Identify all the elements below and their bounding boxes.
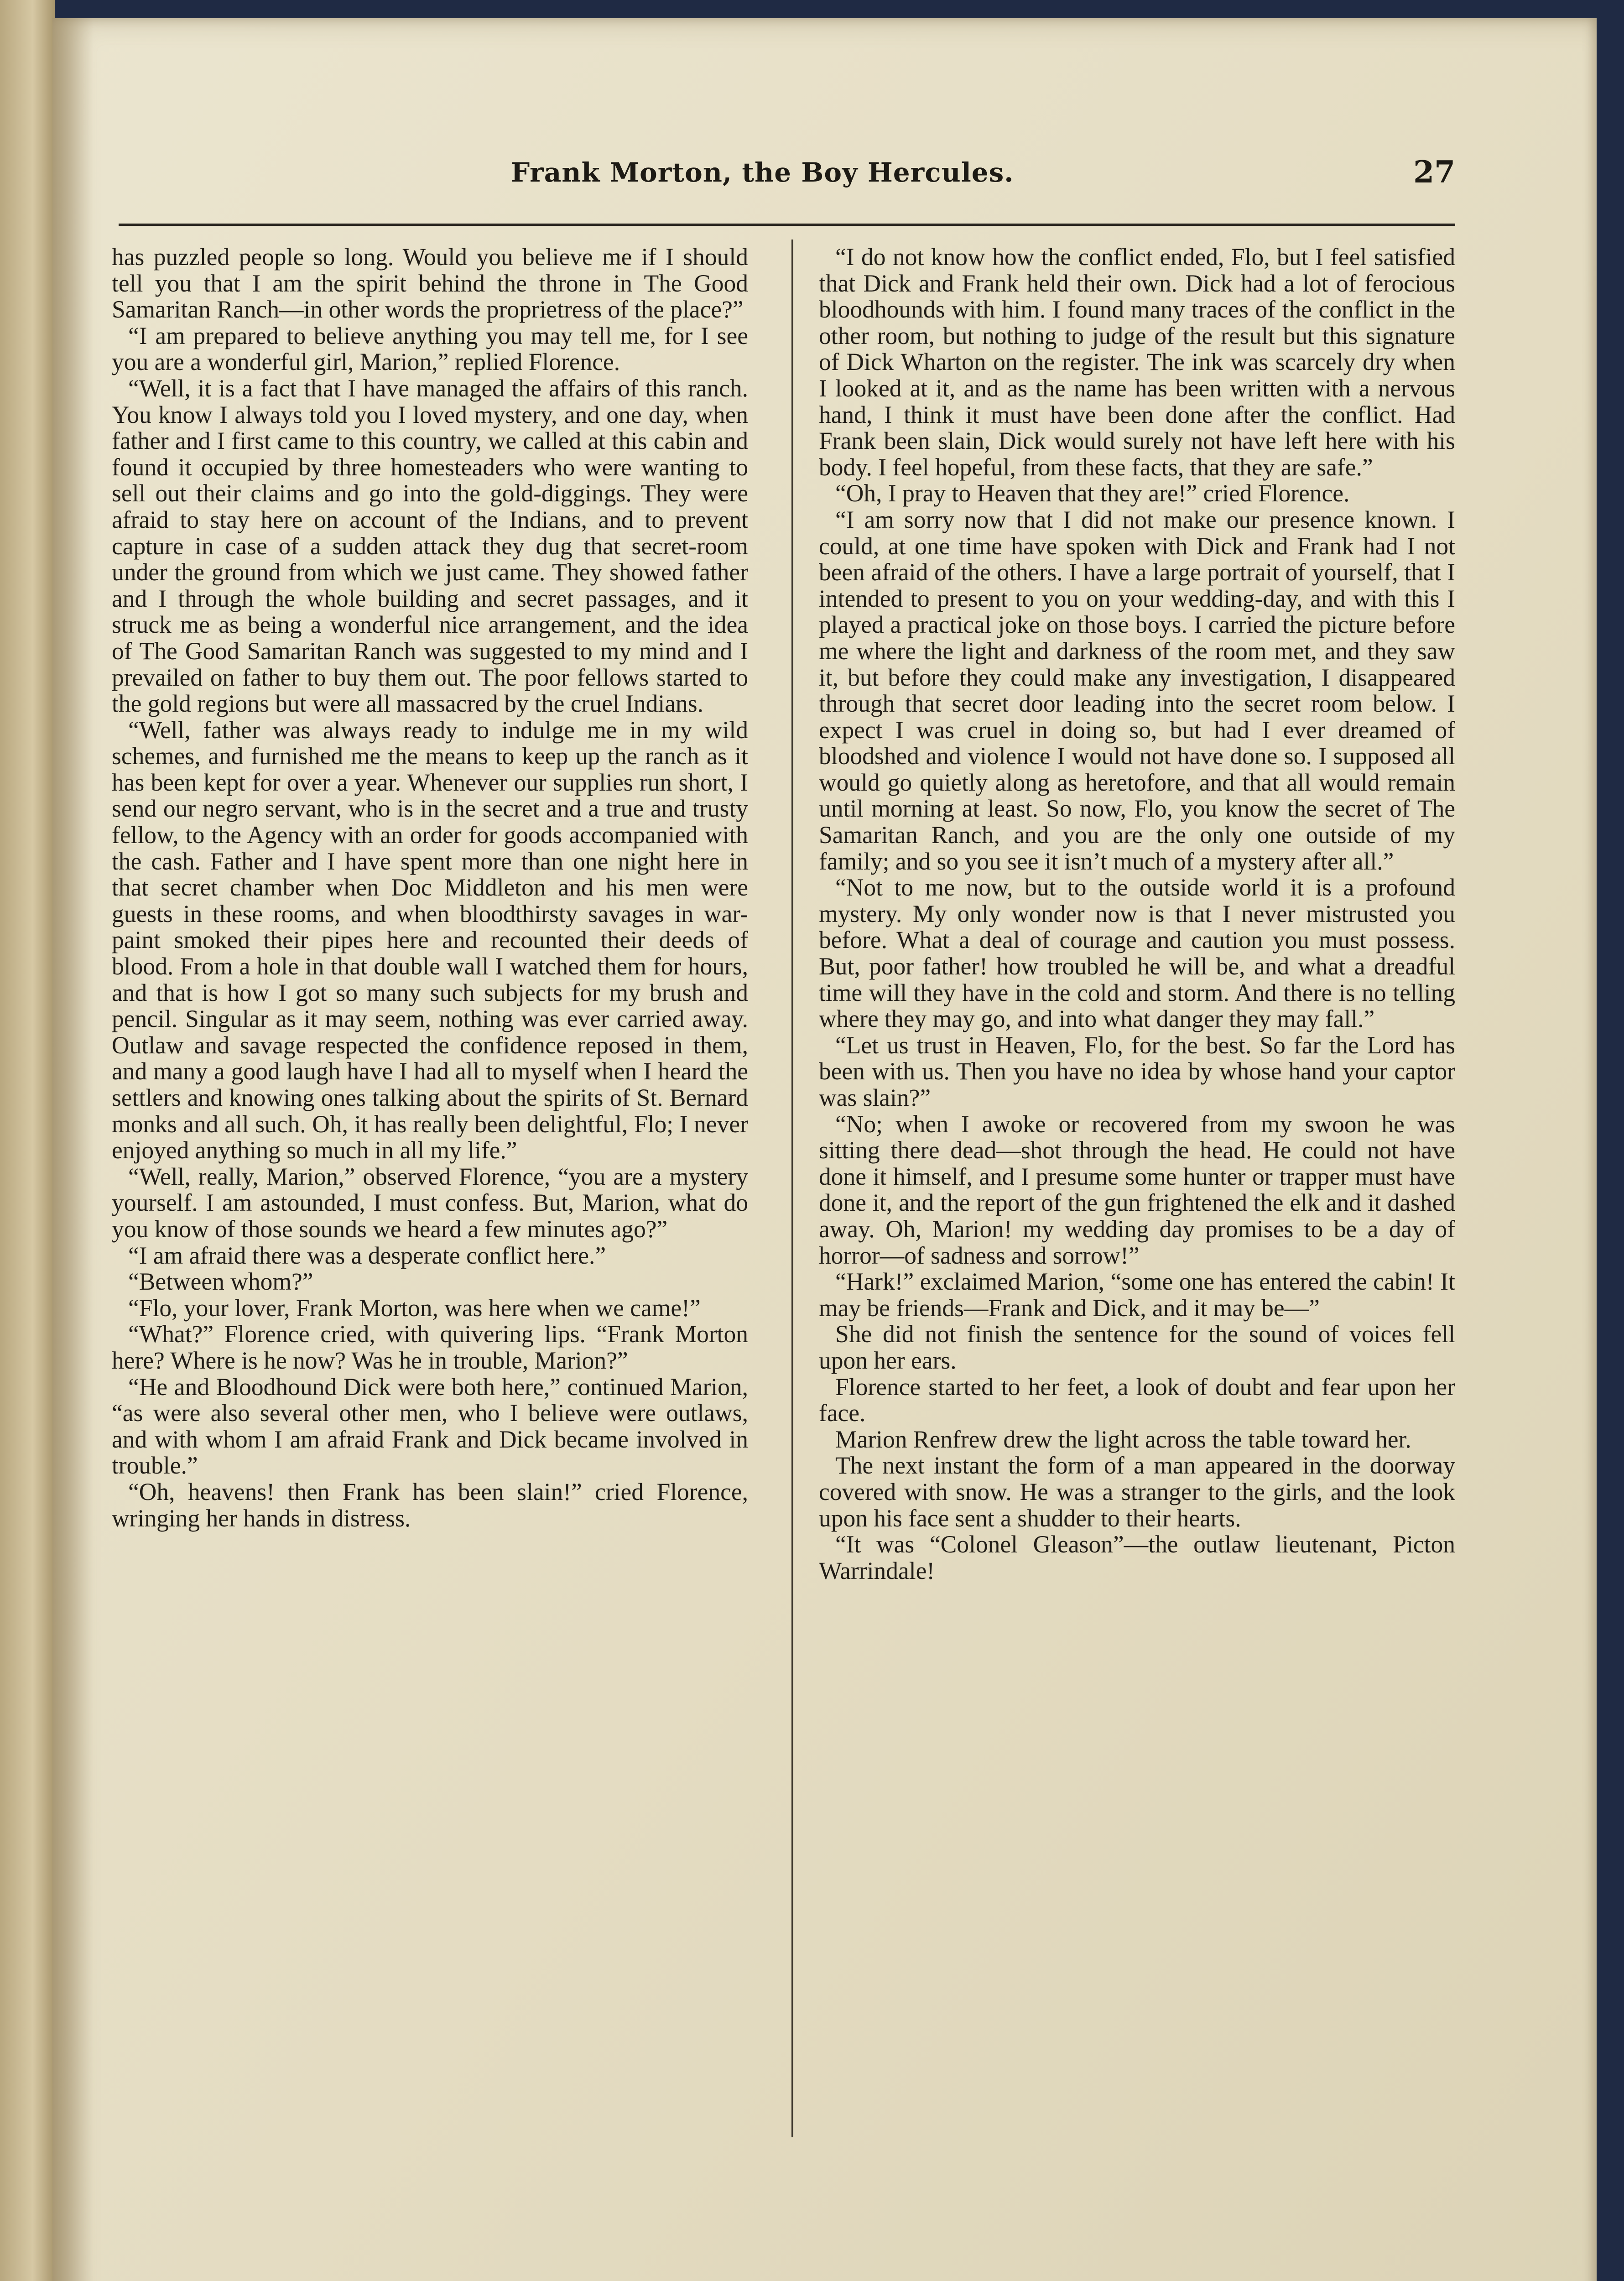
paragraph: “What?” Florence cried, with quivering lips. “Frank Morton here? Where is he now? Was he in trouble, Marion?” [112,1320,748,1374]
paragraph: Marion Renfrew drew the light across the table toward her. [835,1425,1411,1453]
book-edge [0,0,55,2281]
paragraph: “Well, really, Marion,” observed Florence, “you are a mystery yourself. I am astounded, I must confess. But, Marion, what do you know of those sounds we heard a few minutes ago?” [112,1162,748,1243]
paragraph: “Let us trust in Heaven, Flo, for the best. So far the Lord has been with us. Then you have no idea by whose hand your captor was slain?” [819,1031,1455,1111]
paragraph: The next instant the form of a man appeared in the doorway covered with snow. He was a stranger to the girls, and the look upon his face sent a shudder to their hearts. [819,1452,1455,1532]
paragraph: Florence started to her feet, a look of doubt and fear upon her face. [819,1373,1455,1427]
paragraph: “Oh, I pray to Heaven that they are!” cried Florence. [835,479,1350,507]
header-rule [119,224,1455,226]
paragraph: “I am prepared to believe anything you may tell me, for I see you are a wonderful girl, Marion,” replied Florence. [112,322,748,376]
paragraph: “Flo, your lover, Frank Morton, was here when we came!” [128,1294,701,1322]
paragraph: “He and Bloodhound Dick were both here,” continued Marion, “as were also several other men, who I believe were outlaws, and with whom I am afraid Frank and Dick became involved in trouble.” [112,1373,748,1479]
column-divider [791,240,793,2137]
text-column-right [819,244,1455,2137]
paragraph: “Not to me now, but to the outside world it is a profound mystery. My only wonder now is that I never mistrusted you before. What a deal of courage and caution you must possess. But, poor father! how troubled he will be, and what a dreadful time will they have in the cold and storm. And there is no telling where they may go, and into what danger they may fall.” [819,874,1455,1033]
paragraph: “Hark!” exclaimed Marion, “some one has entered the cabin! It may be friends—Frank and Dick, and it may be—” [819,1268,1455,1322]
paragraph: “Oh, heavens! then Frank has been slain!” cried Florence, wringing her hands in distress. [112,1478,748,1532]
paragraph: “Well, father was always ready to indulge me in my wild schemes, and furnished me the means to keep up the ranch as it has been kept for over a year. Whenever our supplies run short, I send our negro servant, who is in the secret and a true and trusty fellow, to the Agency with an order for goods accompanied with the cash. Father and I have spent more than one night here in that secret chamber when Doc Middleton and his men were guests in these rooms, and when bloodthirsty savages in war-paint smoked their pipes here and recounted their deeds of blood. From a hole in that double wall I watched them for hours, and that is how I got so many such subjects for my brush and pencil. Singular as it may seem, nothing was ever carried away. Outlaw and savage respected the confidence reposed in them, and many a good laugh have I had all to myself when I heard the settlers and knowing ones talking about the spirits of St. Bernard monks and all such. Oh, it has really been delightful, Flo; I never enjoyed anything so much in all my life.” [112,716,748,1164]
running-title: Frank Morton, the Boy Hercules. [511,157,1014,188]
paragraph: “Well, it is a fact that I have managed the affairs of this ranch. You know I always told you I loved mystery, and one day, when father and I first came to this country, we called at this cabin and found it occupied by three homesteaders who were wanting to sell out their claims and go into the gold-diggings. They were afraid to stay here on account of the Indians, and to prevent capture in case of a sudden attack they dug that secret-room under the ground from which we just came. They showed father and I through the whole building and secret passages, and it struck me as being a wonderful nice arrangement, and the idea of The Good Samaritan Ranch was suggested to my mind and I prevailed on father to buy them out. The poor fellows started to the gold regions but were all massacred by the cruel Indians. [112,374,748,718]
paragraph: She did not finish the sentence for the sound of voices fell upon her ears. [819,1320,1455,1374]
paragraph: has puzzled people so long. Would you believe me if I should tell you that I am the spirit behind the throne in The Good Samaritan Ranch—in other words the proprietress of the place?” [112,244,748,323]
paragraph: “I am afraid there was a desperate conflict here.” [128,1241,606,1269]
paragraph: “No; when I awoke or recovered from my swoon he was sitting there dead—shot through the head. He could not have done it himself, and I presume some hunter or trapper must have done it, and the report of the gun frightened the elk and it dashed away. Oh, Marion! my wedding day promises to be a day of horror—of sadness and sorrow!” [819,1110,1455,1269]
text-column-left [112,244,748,2137]
running-header [119,151,1455,201]
paragraph: “It was “Colonel Gleason”—the outlaw lieutenant, Picton Warrindale! [819,1531,1455,1584]
page-number: 27 [1413,154,1455,190]
paragraph: “Between whom?” [128,1268,313,1296]
paragraph: “I am sorry now that I did not make our presence known. I could, at one time have spoken with Dick and Frank had I not been afraid of the others. I have a large portrait of yourself, that I intended to present to you on your wedding-day, and with this I played a practical joke on those boys. I carried the picture before me where the light and darkness of the room met, and they saw it, but before they could make any investigation, I disappeared through that secret door leading into the secret room below. I expect I was cruel in doing so, but had I ever dreamed of bloodshed and violence I would not have done so. I supposed all would go quietly along as heretofore, and that all would remain until morning at least. So now, Flo, you know the secret of The Samaritan Ranch, and you are the only one outside of my family; and so you see it isn’t much of a mystery after all.” [819,505,1455,875]
paragraph: “I do not know how the conflict ended, Flo, but I feel satisfied that Dick and Frank held their own. Dick had a lot of ferocious bloodhounds with him. I found many traces of the conflict in the other room, but nothing to judge of the result but this signature of Dick Wharton on the register. The ink was scarcely dry when I looked at it, and as the name has been written with a nervous hand, I think it must have been done after the conflict. Had Frank been slain, Dick would surely not have left here with his body. I feel hopeful, from these facts, that they are safe.” [819,244,1455,481]
spine-shadow [52,18,94,2281]
